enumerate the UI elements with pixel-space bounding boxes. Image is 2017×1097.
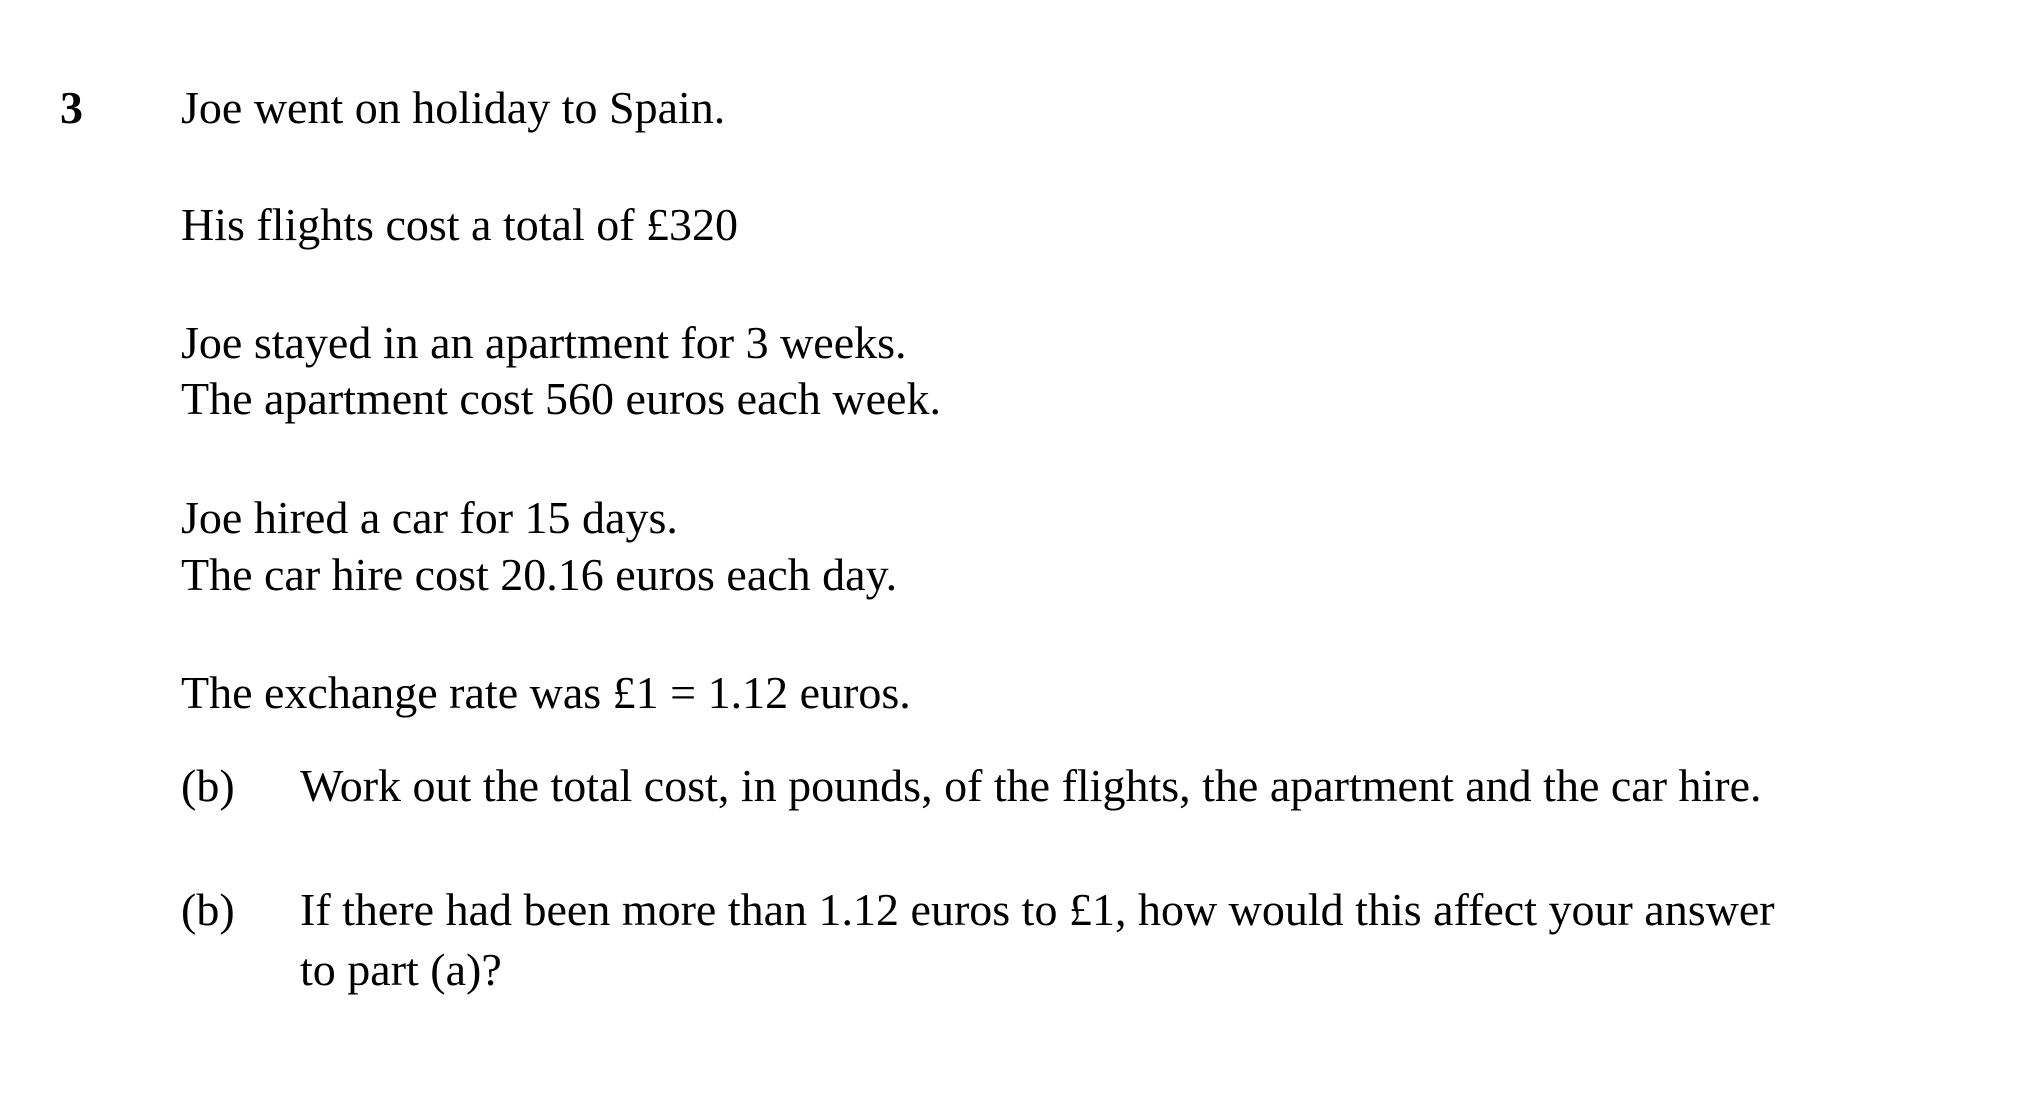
text-line-apartment-cost: The apartment cost 560 euros each week. xyxy=(181,373,941,424)
part-text-line: If there had been more than 1.12 euros to £1, how would this affect your answer xyxy=(300,884,1775,935)
text-line-apartment-weeks: Joe stayed in an apartment for 3 weeks. xyxy=(181,317,907,368)
part-text-line: Work out the total cost, in pounds, of the flights, the apartment and the car hire. xyxy=(300,760,1762,811)
part-text-line: to part (a)? xyxy=(300,944,502,995)
text-line-flights: His flights cost a total of £320 xyxy=(181,199,739,250)
text-line-car-days: Joe hired a car for 15 days. xyxy=(181,492,678,543)
part-label: (b) xyxy=(181,884,235,935)
question-number: 3 xyxy=(60,82,83,133)
text-line-holiday: Joe went on holiday to Spain. xyxy=(181,82,726,133)
text-line-exchange-rate: The exchange rate was £1 = 1.12 euros. xyxy=(181,667,911,718)
text-line-car-cost: The car hire cost 20.16 euros each day. xyxy=(181,549,898,600)
part-label: (b) xyxy=(181,760,235,811)
